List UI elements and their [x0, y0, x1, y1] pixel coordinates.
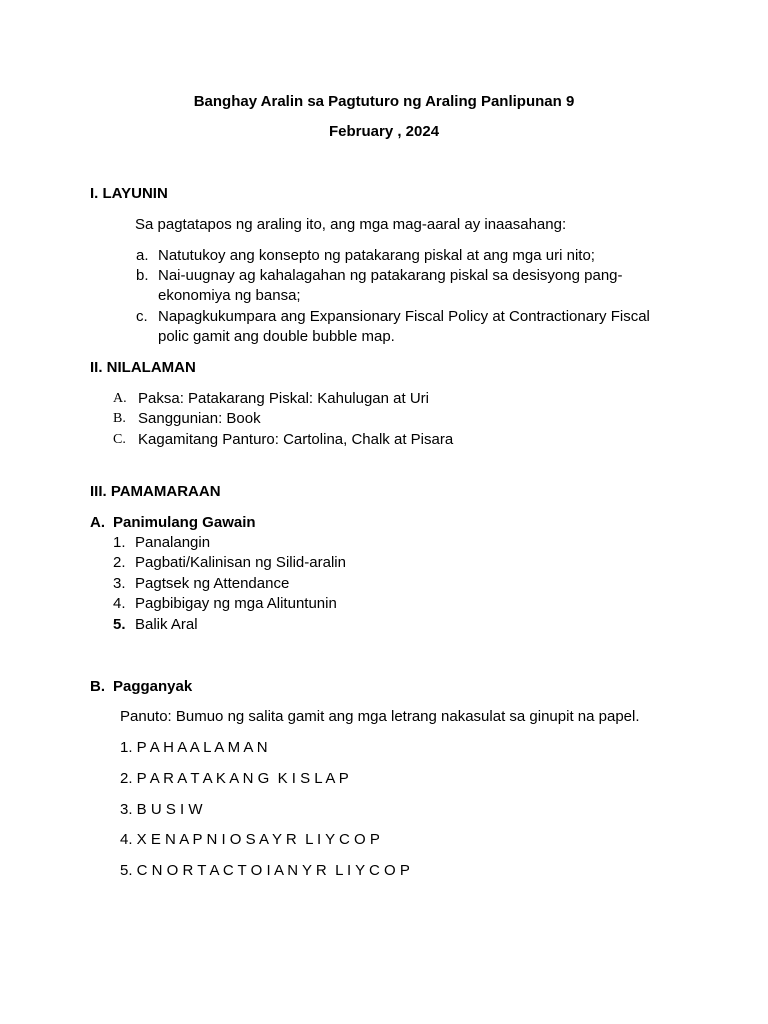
list-item-text: polic gamit ang double bubble map. — [158, 328, 395, 345]
list-marker: A. — [113, 391, 127, 406]
list-item-text: Pagbibigay ng mga Alituntunin — [135, 595, 337, 612]
list-marker: 2. — [113, 554, 126, 571]
list-marker: 4. — [113, 595, 126, 612]
subsection-marker: B. — [90, 678, 105, 695]
puzzle-item: 3. B U S I W — [120, 801, 203, 818]
list-item-text: Pagbati/Kalinisan ng Silid-aralin — [135, 554, 346, 571]
list-item-text: Balik Aral — [135, 616, 198, 633]
list-marker: B. — [113, 411, 126, 426]
list-marker: 1. — [113, 534, 126, 551]
puzzle-item: 5. C N O R T A C T O I A N Y R L I Y C O P — [120, 862, 410, 879]
list-item-text: Napagkukumpara ang Expansionary Fiscal Policy at Contractionary Fiscal — [158, 308, 650, 325]
list-marker: b. — [136, 267, 149, 284]
list-item-text: Paksa: Patakarang Piskal: Kahulugan at Uri — [138, 390, 429, 407]
layunin-intro: Sa pagtatapos ng araling ito, ang mga mag-aaral ay inaasahang: — [135, 216, 567, 233]
list-marker: c. — [136, 308, 148, 325]
pagganyak-instruction: Panuto: Bumuo ng salita gamit ang mga letrang nakasulat sa ginupit na papel. — [120, 708, 640, 725]
list-marker: C. — [113, 432, 126, 447]
puzzle-item: 4. X E N A P N I O S A Y R L I Y C O P — [120, 831, 380, 848]
list-marker: a. — [136, 247, 149, 264]
list-item-text: ekonomiya ng bansa; — [158, 287, 301, 304]
list-item-text: Pagtsek ng Attendance — [135, 575, 290, 592]
subsection-title-pagganyak: Pagganyak — [113, 678, 193, 695]
list-item-text: Nai-uugnay ag kahalagahan ng patakarang piskal sa desisyong pang- — [158, 267, 623, 284]
subsection-title-panimula: Panimulang Gawain — [113, 514, 256, 531]
list-marker: 5. — [113, 616, 126, 633]
list-item-text: Kagamitang Panturo: Cartolina, Chalk at Pisara — [138, 431, 454, 448]
list-item-text: Panalangin — [135, 534, 211, 551]
document-title: Banghay Aralin sa Pagtuturo ng Araling Panlipunan 9 — [193, 93, 575, 110]
puzzle-item: 1. P A H A A L A M A N — [120, 739, 268, 756]
list-item-text: Sanggunian: Book — [138, 410, 261, 427]
puzzle-item: 2. P A R A T A K A N G K I S L A P — [120, 770, 349, 787]
subsection-marker: A. — [90, 514, 105, 531]
section-heading-nilalaman: II. NILALAMAN — [90, 359, 196, 376]
list-item-text: Natutukoy ang konsepto ng patakarang piskal at ang mga uri nito; — [158, 247, 595, 264]
document-date: February , 2024 — [328, 123, 440, 140]
section-heading-pamamaraan: III. PAMAMARAAN — [90, 483, 221, 500]
section-heading-layunin: I. LAYUNIN — [90, 185, 168, 202]
list-marker: 3. — [113, 575, 126, 592]
